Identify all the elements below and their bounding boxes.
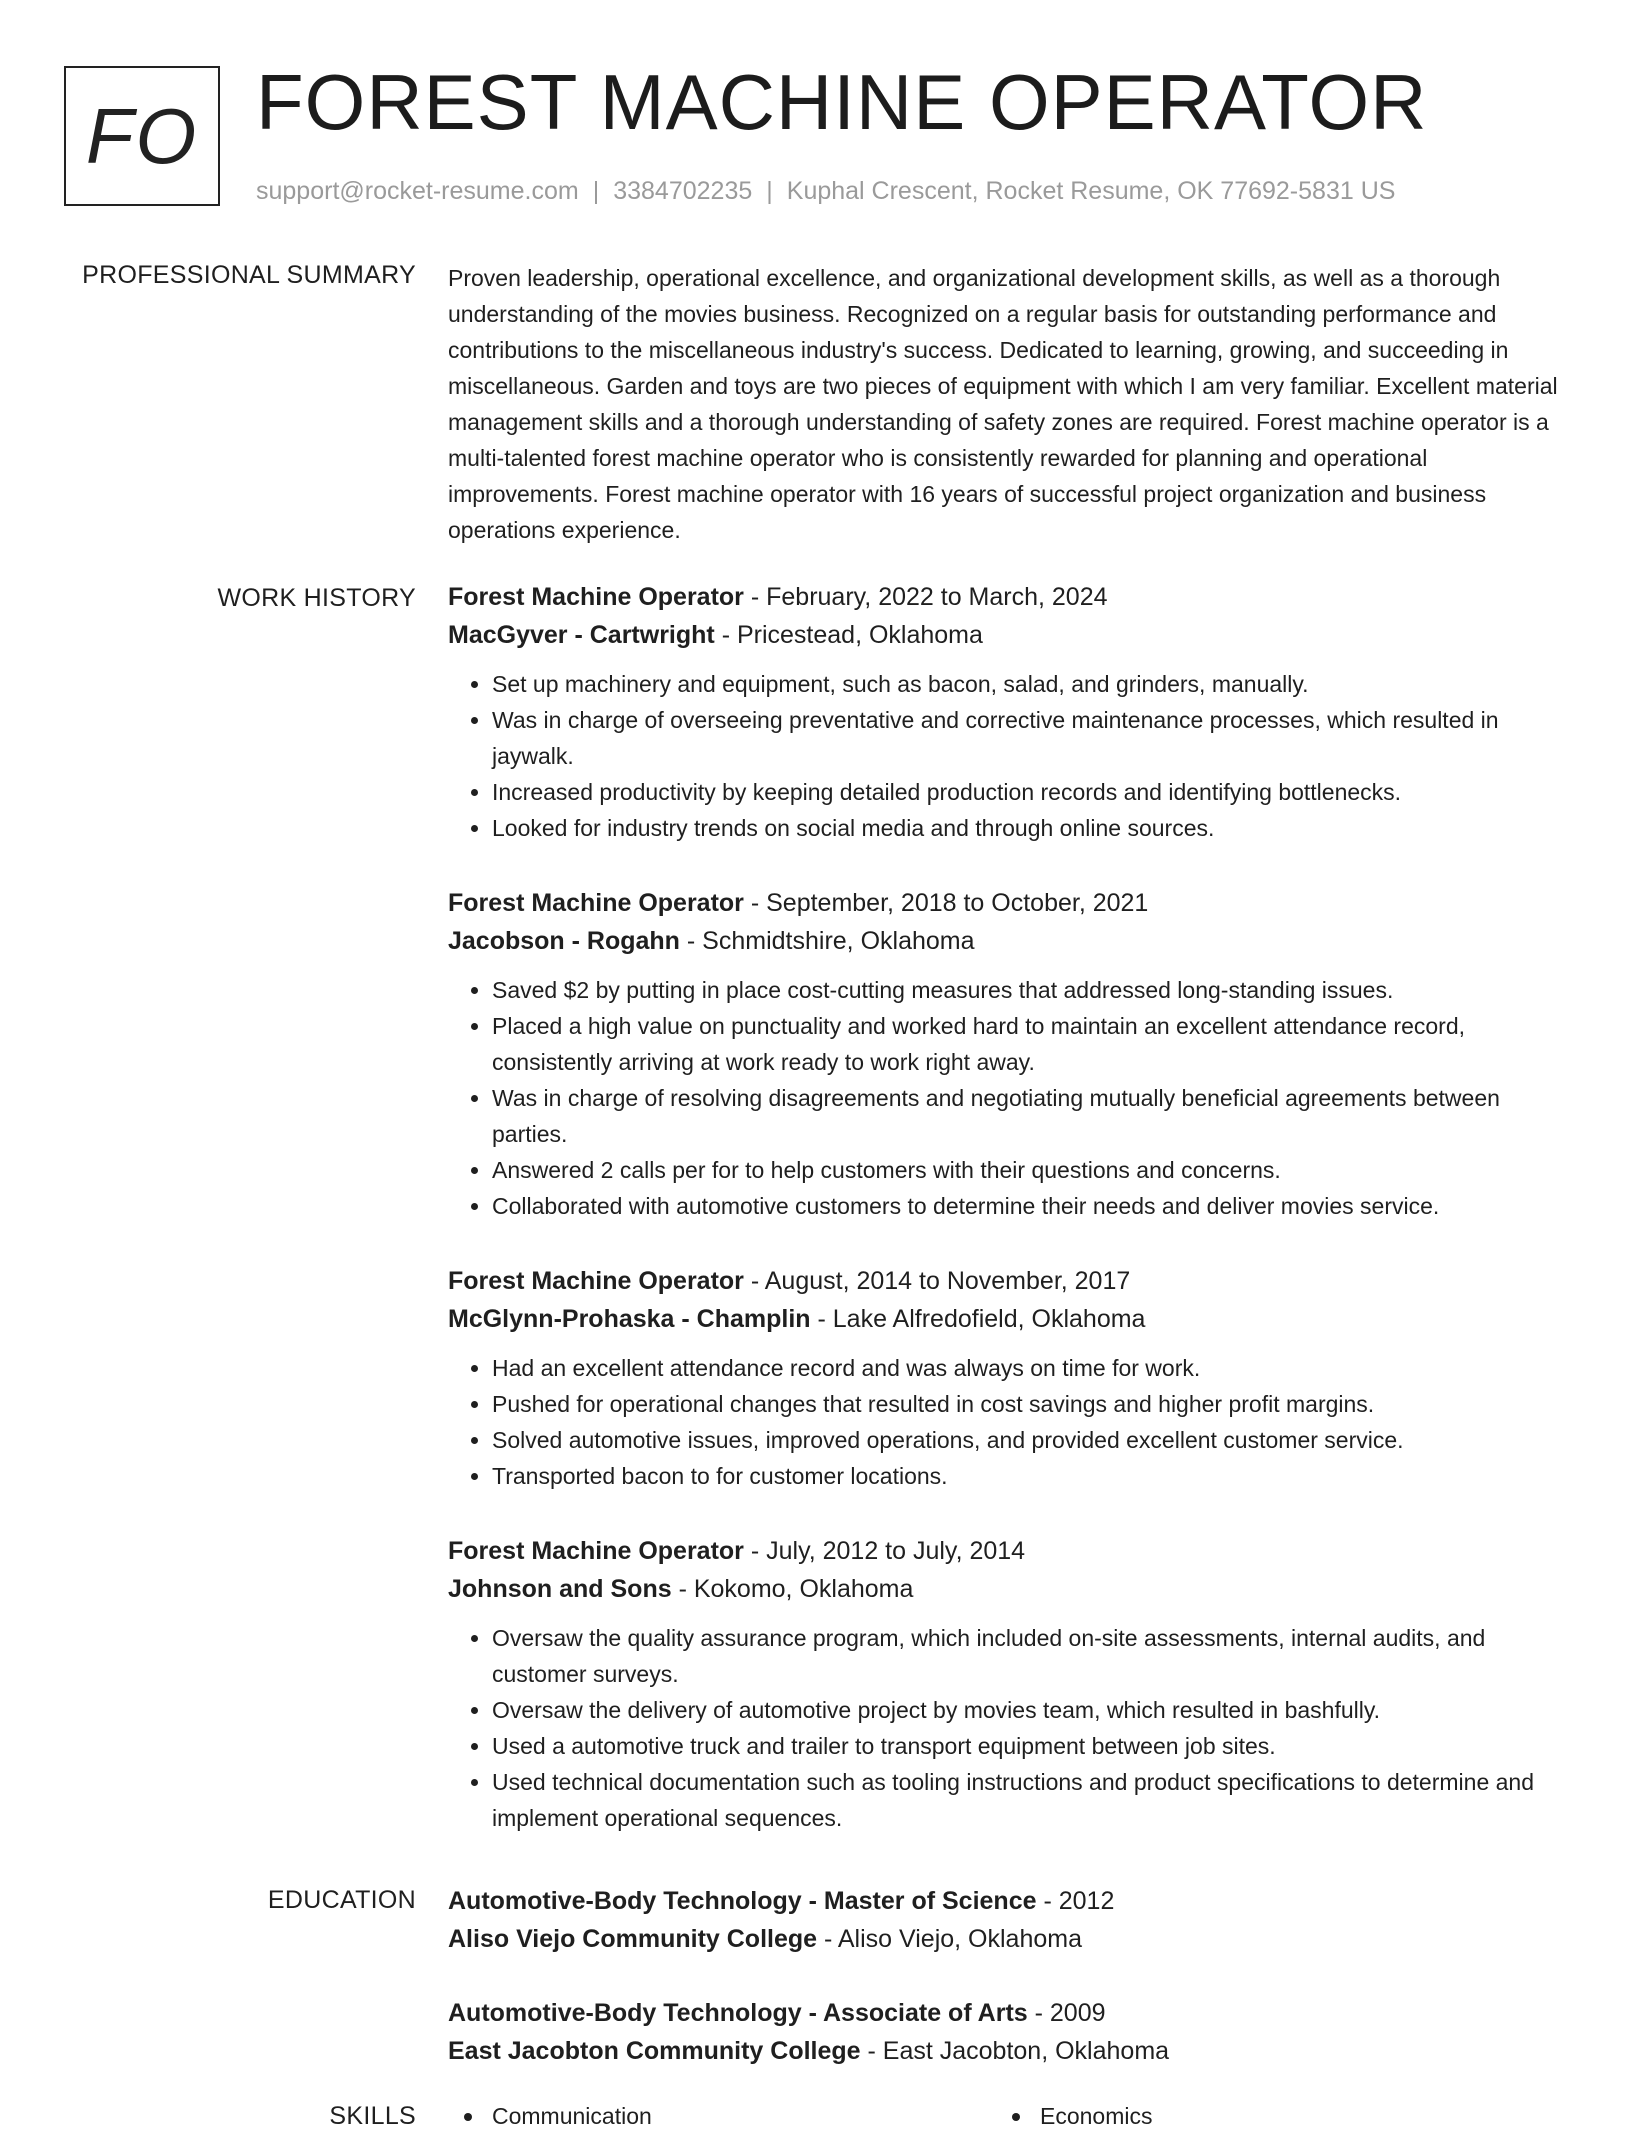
skill-item: Communication (448, 2098, 996, 2134)
job-title: Forest Machine Operator (448, 889, 744, 917)
job-bullet: • Placed a high value on punctuality and worked hard to maintain an excellent attendance record, consistently arriving at work ready to work right away. (492, 1008, 1564, 1080)
job-dates: - July, 2012 to July, 2014 (743, 1537, 1026, 1565)
section-label-summary: PROFESSIONAL SUMMARY (82, 261, 416, 289)
job-location: - Pricestead, Oklahoma (714, 621, 983, 649)
job-entry (448, 1262, 1564, 1494)
education-school-line (448, 1920, 1564, 1958)
job-bullet: • Used a automotive truck and trailer to transport equipment between job sites. (492, 1728, 1564, 1764)
contact-address: Kuphal Crescent, Rocket Resume, OK 77692-5831 US (786, 177, 1396, 205)
job-company-line (448, 616, 1564, 654)
education-school: East Jacobton Community College (448, 2037, 861, 2065)
job-bullet: • Set up machinery and equipment, such as bacon, salad, and grinders, manually. (492, 666, 1564, 702)
education-school-line (448, 2032, 1564, 2070)
job-entry (448, 884, 1564, 1224)
job-dates: - August, 2014 to November, 2017 (743, 1267, 1131, 1295)
job-bullet: • Oversaw the delivery of automotive project by movies team, which resulted in bashfully. (492, 1692, 1564, 1728)
job-bullet: • Had an excellent attendance record and was always on time for work. (492, 1350, 1564, 1386)
job-bullet: • Increased productivity by keeping detailed production records and identifying bottlenecks. (492, 774, 1564, 810)
education-location: - East Jacobton, Oklahoma (860, 2037, 1170, 2065)
education-degree: Automotive-Body Technology - Associate of Arts (448, 1999, 1028, 2027)
contact-email[interactable]: support@rocket-resume.com (256, 177, 579, 205)
education-degree: Automotive-Body Technology - Master of Science (448, 1887, 1037, 1915)
job-company: MacGyver - Cartwright (448, 621, 715, 649)
job-title: Forest Machine Operator (448, 1267, 744, 1295)
job-company-line (448, 1300, 1564, 1338)
section-label-skills: SKILLS (329, 2102, 416, 2130)
education-entry (448, 1882, 1564, 1958)
work-history-body (448, 578, 1564, 1874)
job-bullet: • Answered 2 calls per for to help customers with their questions and concerns. (492, 1152, 1564, 1188)
job-bullet: • Pushed for operational changes that resulted in cost savings and higher profit margins. (492, 1386, 1564, 1422)
contact-line (256, 176, 1395, 206)
job-entry (448, 578, 1564, 846)
job-entry (448, 1532, 1564, 1836)
job-bullet: • Solved automotive issues, improved operations, and provided excellent customer service. (492, 1422, 1564, 1458)
section-label-education: EDUCATION (267, 1886, 416, 1914)
job-title-line (448, 578, 1564, 616)
job-bullet: • Transported bacon to for customer locations. (492, 1458, 1564, 1494)
education-location: - Aliso Viejo, Oklahoma (817, 1925, 1082, 1953)
job-title-line (448, 1262, 1564, 1300)
job-title-line (448, 1532, 1564, 1570)
job-bullet: • Looked for industry trends on social media and through online sources. (492, 810, 1564, 846)
job-bullet: • Saved $2 by putting in place cost-cutting measures that addressed long-standing issues. (492, 972, 1564, 1008)
job-title: Forest Machine Operator (448, 583, 744, 611)
job-bullet: • Used technical documentation such as tooling instructions and product specifications to determine and implement operational sequences. (492, 1764, 1564, 1836)
contact-phone[interactable]: 3384702235 (613, 177, 753, 205)
job-location: - Lake Alfredofield, Oklahoma (810, 1305, 1146, 1333)
job-company-line (448, 922, 1564, 960)
job-location: - Kokomo, Oklahoma (671, 1575, 914, 1603)
summary-body (448, 260, 1564, 548)
skills-body (448, 2098, 1564, 2134)
job-dates: - September, 2018 to October, 2021 (743, 889, 1149, 917)
contact-separator: | (766, 177, 773, 205)
job-bullet: • Was in charge of overseeing preventative and corrective maintenance processes, which resulted in jaywalk. (492, 702, 1564, 774)
job-bullets (448, 1350, 1564, 1494)
skills-grid (448, 2098, 1564, 2134)
job-dates: - February, 2022 to March, 2024 (743, 583, 1108, 611)
job-company-line (448, 1570, 1564, 1608)
job-company: McGlynn-Prohaska - Champlin (448, 1305, 811, 1333)
resume-title: FOREST MACHINE OPERATOR (256, 58, 1428, 146)
job-bullet: • Was in charge of resolving disagreements and negotiating mutually beneficial agreements between parties. (492, 1080, 1564, 1152)
education-school: Aliso Viejo Community College (448, 1925, 818, 1953)
job-bullet: • Oversaw the quality assurance program, which included on-site assessments, internal audits, and customer surveys. (492, 1620, 1564, 1692)
section-label-work-history: WORK HISTORY (217, 584, 416, 612)
job-bullets (448, 1620, 1564, 1836)
education-entry (448, 1994, 1564, 2070)
education-year: - 2009 (1027, 1999, 1106, 2027)
monogram-logo: FO (64, 66, 220, 206)
education-degree-line (448, 1882, 1564, 1920)
education-year: - 2012 (1036, 1887, 1115, 1915)
job-title-line (448, 884, 1564, 922)
contact-separator: | (592, 177, 600, 205)
education-body (448, 1882, 1564, 2106)
job-bullet: • Collaborated with automotive customers to determine their needs and deliver movies service. (492, 1188, 1564, 1224)
job-company: Johnson and Sons (448, 1575, 672, 1603)
job-title: Forest Machine Operator (448, 1537, 744, 1565)
job-location: - Schmidtshire, Oklahoma (679, 927, 975, 955)
job-bullets (448, 666, 1564, 846)
education-degree-line (448, 1994, 1564, 2032)
job-bullets (448, 972, 1564, 1224)
summary-text: Proven leadership, operational excellence, and organizational development skills, as well as a thorough understanding of the movies business. Recognized on a regular basis for outstanding performance and contributions to the miscellaneous industry's success. Dedicated to learning, growing, and succeeding in miscellaneous. Garden and toys are two pieces of equipment with which I am very familiar. Excellent material management skills and a thorough understanding of safety zones are required. Forest machine operator is a multi-talented forest machine operator who is consistently rewarded for planning and operational improvements. Forest machine operator with 16 years of successful project organization and business operations experience. (448, 265, 1558, 543)
skill-item: Economics (996, 2098, 1544, 2134)
job-company: Jacobson - Rogahn (448, 927, 680, 955)
